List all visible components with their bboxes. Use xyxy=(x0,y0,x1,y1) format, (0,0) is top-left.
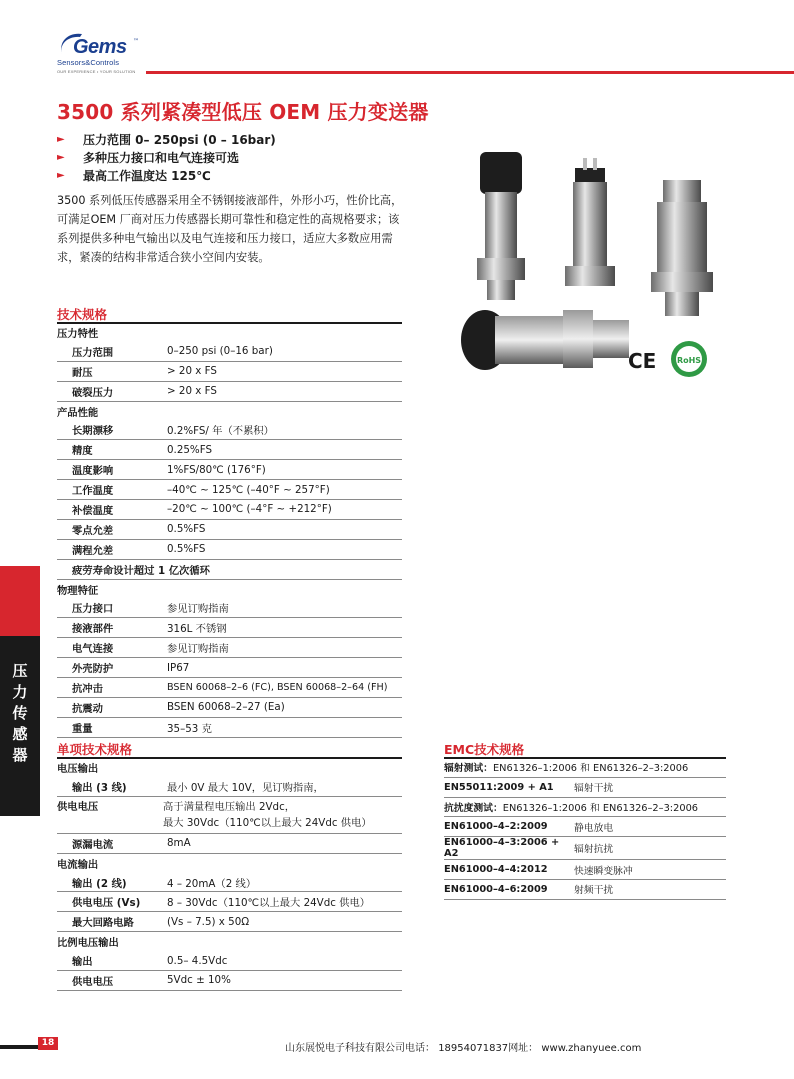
emc-standard: 抗扰度测试： xyxy=(444,802,503,814)
emc-description: 快速瞬变脉冲 xyxy=(574,860,726,880)
spec-value: BSEN 60068–2–6 (FC), BSEN 60068–2–64 (FH) xyxy=(163,678,402,698)
footer-contact xyxy=(285,1039,641,1054)
spec-name: 满程允差 xyxy=(57,539,163,559)
spec-value: 0.5– 4.5Vdc xyxy=(163,951,402,970)
side-tab-label: 压力传感器 xyxy=(12,662,28,764)
spec-value: > 20 x FS xyxy=(163,361,402,381)
spec-name: 供电电压 (Vs) xyxy=(57,892,163,912)
spec-value: 参见订购指南 xyxy=(163,598,402,617)
spec-name: 压力范围 xyxy=(57,342,163,361)
spec-value-line: 最大 30Vdc（110℃以上最大 24Vdc 供电） xyxy=(163,816,372,829)
section-title-specs: 技术规格 xyxy=(57,307,108,322)
spec-name: 供电电压 xyxy=(57,796,163,833)
spec-value: 0.5%FS xyxy=(163,519,402,539)
arrow-icon: ► xyxy=(57,151,65,163)
emc-description: 辐射干扰 xyxy=(574,777,726,797)
spec-value: 8mA xyxy=(163,833,402,853)
spec-name: 输出 (3 线) xyxy=(57,777,163,796)
feature-list xyxy=(57,130,276,184)
header-rule xyxy=(146,71,794,74)
spec-name: 源漏电流 xyxy=(57,833,163,853)
spec-value: BSEN 60068–2–27 (Ea) xyxy=(163,697,402,717)
spec-value: 4 – 20mA（2 线） xyxy=(163,873,402,892)
ce-mark-icon xyxy=(628,348,660,372)
product-photo xyxy=(455,140,755,385)
group-heading: 压力特性 xyxy=(57,327,99,340)
feature-text: 最高工作温度达 125℃ xyxy=(83,168,211,183)
spec-name: 抗冲击 xyxy=(57,678,163,698)
spec-value-line: 高于满量程电压输出 2Vdc， xyxy=(163,800,296,813)
emc-description: 射频干扰 xyxy=(574,879,726,899)
footer-web-label: 网址： xyxy=(508,1043,539,1054)
section-title-single-specs: 单项技术规格 xyxy=(57,742,133,757)
brand-subtitle: Sensors&Controls xyxy=(57,58,120,67)
emc-row xyxy=(444,758,726,777)
emc-standard: EN61000–4–6:2009 xyxy=(444,879,574,899)
rohs-mark-icon xyxy=(670,340,708,378)
brand-tagline: OUR EXPERIENCE • YOUR SOLUTION xyxy=(57,69,136,74)
group-heading: 电压输出 xyxy=(57,762,99,775)
spec-value: –40℃ ~ 125℃ (–40°F ~ 257°F) xyxy=(163,480,402,500)
feature-item xyxy=(57,130,276,148)
svg-text:RoHS: RoHS xyxy=(676,356,702,365)
spec-name: 零点允差 xyxy=(57,519,163,539)
footer-company: 山东展悦电子科技有限公司 xyxy=(285,1043,405,1054)
group-heading: 产品性能 xyxy=(57,406,99,419)
emc-description: EN61326–1:2006 和 EN61326–2–3:2006 xyxy=(492,763,689,775)
brand-trademark: ™ xyxy=(133,38,139,45)
spec-value: 0.5%FS xyxy=(163,539,402,559)
spec-name: 温度影响 xyxy=(57,460,163,480)
spec-name: 破裂压力 xyxy=(57,381,163,401)
arrow-icon: ► xyxy=(57,133,65,145)
page-number: 18 xyxy=(38,1037,58,1050)
emc-description: 静电放电 xyxy=(574,817,726,837)
spec-table xyxy=(57,323,402,738)
spec-name: 电气连接 xyxy=(57,638,163,658)
spec-name: 输出 (2 线) xyxy=(57,873,163,892)
spec-value: 8 – 30Vdc（110℃以上最大 24Vdc 供电） xyxy=(163,892,402,912)
spec-name: 耐压 xyxy=(57,361,163,381)
emc-description: EN61326–1:2006 和 EN61326–2–3:2006 xyxy=(502,802,699,814)
spec-value: 最小 0V 最大 10V，见订购指南， xyxy=(163,777,402,796)
spec-name: 补偿温度 xyxy=(57,500,163,520)
svg-text:CE: CE xyxy=(628,349,657,372)
emc-table xyxy=(444,758,726,900)
spec-value: 316L 不锈钢 xyxy=(163,618,402,638)
emc-standard: EN61000–4–3:2006 + A2 xyxy=(444,837,574,860)
group-heading: 比例电压输出 xyxy=(57,937,119,950)
spec-name: 重量 xyxy=(57,717,163,737)
section-title-emc: EMC技术规格 xyxy=(444,742,525,757)
feature-text: 压力范围 0– 250psi (0 – 16bar) xyxy=(83,132,276,147)
spec-name: 工作温度 xyxy=(57,480,163,500)
spec-name: 疲劳寿命设计超过 1 亿次循环 xyxy=(57,559,402,579)
footer-phone: 18954071837 xyxy=(438,1043,509,1054)
feature-item xyxy=(57,148,276,166)
spec-value: > 20 x FS xyxy=(163,381,402,401)
spec-value: 35–53 克 xyxy=(163,717,402,737)
spec-value: 1%FS/80℃ (176°F) xyxy=(163,460,402,480)
spec-value: IP67 xyxy=(163,658,402,678)
group-heading: 电流输出 xyxy=(57,858,99,871)
feature-text: 多种压力接口和电气连接可选 xyxy=(83,150,240,165)
arrow-icon: ► xyxy=(57,169,65,181)
emc-description: 辐射抗扰 xyxy=(574,837,726,860)
spec-name: 接液部件 xyxy=(57,618,163,638)
single-spec-table xyxy=(57,758,402,991)
emc-standard: EN55011:2009 + A1 xyxy=(444,777,574,797)
spec-name: 输出 xyxy=(57,951,163,970)
spec-name: 压力接口 xyxy=(57,598,163,617)
spec-name: 外壳防护 xyxy=(57,658,163,678)
footer-rule xyxy=(0,1045,38,1049)
spec-name: 最大回路电路 xyxy=(57,912,163,932)
feature-item xyxy=(57,166,276,184)
spec-value: 0.25%FS xyxy=(163,440,402,460)
emc-standard: EN61000–4–2:2009 xyxy=(444,817,574,837)
spec-name: 抗震动 xyxy=(57,697,163,717)
spec-value: 参见订购指南 xyxy=(163,638,402,658)
emc-row xyxy=(444,797,726,817)
spec-name: 长期漂移 xyxy=(57,420,163,439)
emc-standard: 辐射测试： xyxy=(444,763,493,775)
page-title: 3500 系列紧凑型低压 OEM 压力变送器 xyxy=(57,100,429,124)
spec-value-multiline xyxy=(163,796,402,833)
spec-value: (Vs – 7.5) x 50Ω xyxy=(163,912,402,932)
spec-name: 供电电压 xyxy=(57,971,163,991)
footer-phone-label: 电话： xyxy=(405,1043,435,1054)
group-heading: 物理特征 xyxy=(57,584,99,597)
footer-web: www.zhanyuee.com xyxy=(541,1043,642,1054)
spec-value: 5Vdc ± 10% xyxy=(163,971,402,991)
spec-name: 精度 xyxy=(57,440,163,460)
spec-value: –20℃ ~ 100℃ (–4°F ~ +212°F) xyxy=(163,500,402,520)
brand-name: Gems xyxy=(73,36,127,58)
emc-standard: EN61000–4–4:2012 xyxy=(444,860,574,880)
intro-paragraph: 3500 系列低压传感器采用全不锈钢接液部件，外形小巧，性价比高，可满足OEM 厂商对压力传感器长期可靠性和稳定性的高规格要求；该系列提供多种电气输出以及电气连接和压力接口，适应大多数应用需求，紧凑的结构非常适合狭小空间内安装。 xyxy=(57,194,403,264)
spec-value: 0–250 psi (0–16 bar) xyxy=(163,342,402,361)
spec-value: 0.2%FS/ 年（不累积） xyxy=(163,420,402,439)
